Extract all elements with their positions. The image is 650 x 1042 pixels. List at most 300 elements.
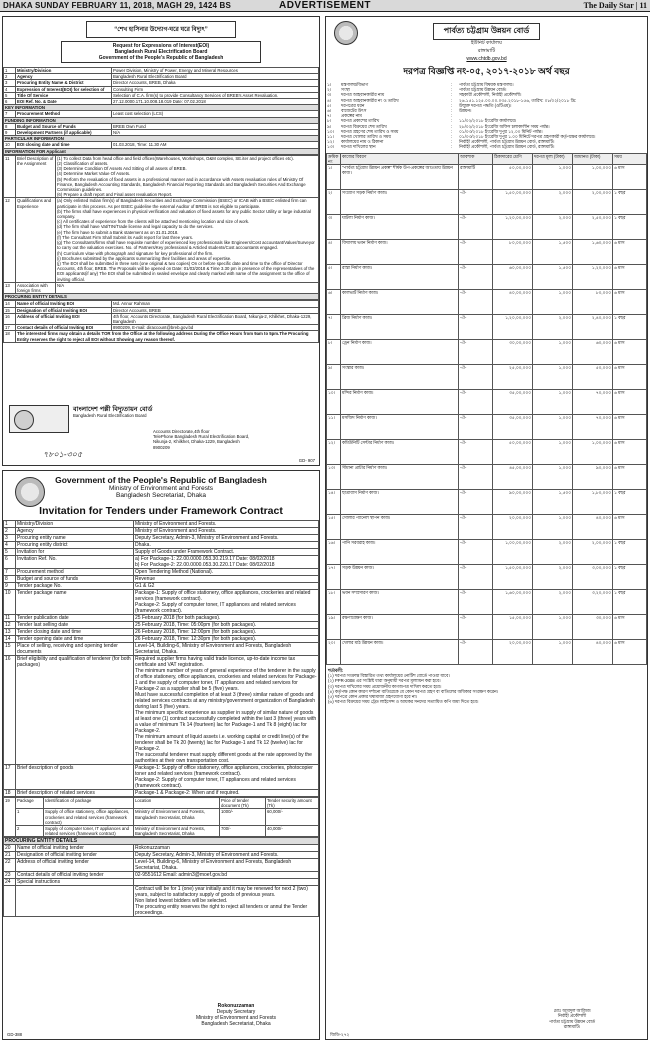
row-label: Designation of official inviting tender: [16, 852, 134, 859]
work-desc: খেলার মাঠ উন্নয়ন কাজ।: [341, 640, 459, 665]
section-title: ADVERTISEMENT: [278, 0, 372, 11]
row-no: 23: [4, 872, 16, 879]
row-label: Address of official inviting tender: [16, 859, 134, 872]
section-label: PARTICULAR INFORMATION: [4, 136, 319, 142]
work-district: -ঐ-: [459, 290, 493, 315]
work-sl: ১৩।: [327, 465, 341, 490]
work-fee: ১,০০০: [533, 290, 573, 315]
work-security: ৪০,০০০: [573, 640, 613, 665]
row-label: Contact details of official Inviting EOI: [16, 325, 112, 331]
row-value: Deputy Secretary, Admin-3, Ministry of Environment and Forests.: [134, 535, 319, 542]
row-value: N/A: [56, 282, 319, 293]
bn-signature: [517, 1008, 627, 1029]
row-label: Budget and Source of Funds: [16, 123, 112, 129]
row-no: 1: [4, 521, 16, 528]
work-cost: ১,৬০,০০,০০০: [493, 590, 533, 615]
row-label: Tender last selling date: [16, 622, 134, 629]
row-no: 15: [4, 643, 16, 656]
row-colon: :: [451, 118, 453, 124]
row-value: Deputy Secretary, Admin-3, Ministry of Environment and Forests.: [134, 852, 319, 859]
work-desc: সোলার প্যানেল স্থাপন কাজ।: [341, 515, 459, 540]
bn-work-row: [327, 240, 647, 265]
org-name-en: Bangladesh Rural Electrification Board: [73, 413, 147, 418]
row-no: ৯।: [327, 123, 332, 129]
work-fee: ২,০০০: [533, 590, 573, 615]
tender-row: [4, 521, 319, 528]
work-district: -ঐ-: [459, 415, 493, 440]
row-no: 8: [4, 123, 16, 129]
tender-row: [4, 576, 319, 583]
work-sl: ১৪।: [327, 490, 341, 515]
work-fee: ১,৫০০: [533, 240, 573, 265]
work-district: -ঐ-: [459, 390, 493, 415]
row-no: 7: [4, 569, 16, 576]
work-security: ১,০০,০০০: [573, 165, 613, 190]
row-no: ৬।: [327, 108, 332, 114]
work-security: ৩,২০,০০০: [573, 590, 613, 615]
reoi-brief-item: (2) Classification of assets.: [57, 161, 109, 167]
row-value: Md. Annur Rahman: [112, 301, 319, 307]
work-sl: ২।: [327, 190, 341, 215]
work-time: ১ বছর: [613, 540, 647, 565]
row-value: Bangladesh Rural Electrification Board: [112, 74, 319, 80]
work-sl: ২০।: [327, 640, 341, 665]
work-time: ৬ মাস: [613, 465, 647, 490]
row-label: Brief description of goods: [16, 765, 134, 790]
row-label: দরপত্র আহবানকারীর নাম: [341, 92, 384, 98]
work-sl: ৬।: [327, 290, 341, 315]
work-district: রাঙ্গামাটি: [459, 165, 493, 190]
work-fee: ১,০০০: [533, 640, 573, 665]
row-no: 17: [4, 765, 16, 790]
work-sl: ১৫।: [327, 515, 341, 540]
bn-col-header: ঠিকাদারের শ্রেণি: [493, 153, 533, 164]
work-desc: রক্ষণাবেক্ষণ কাজ।: [341, 615, 459, 640]
row-label: Designation of official Inviting EOI: [16, 307, 112, 313]
secretariat-name: Bangladesh Secretariat, Dhaka: [116, 492, 206, 499]
tender-row: [4, 528, 319, 535]
row-value: 26 February 2018, Time: 12:30pm (for both packages).: [134, 636, 319, 643]
work-security: ১,৮০,০০০: [573, 490, 613, 515]
row-no: 2: [4, 74, 16, 80]
work-sl: ১।: [327, 165, 341, 190]
row-label: Name of official Inviting EOI: [16, 301, 112, 307]
work-time: ১ বছর: [613, 215, 647, 240]
row-value: Ministry of Environment and Forests.: [134, 521, 319, 528]
bn-work-row: [327, 190, 647, 215]
row-label: Invitation for: [16, 549, 134, 556]
row-label: Invitation Ref. No.: [16, 556, 134, 569]
work-time: ১ বছর: [613, 590, 647, 615]
reoi-qual-item: (j) The EOI shall be submitted in three sets (one original & two copies) On or before specific date and time to the office of Director Accounts, 4th floor, BREB. The Proposals will be opened on Date: 01/03/2018 & Time 3.30 pm in presence of the representatives of the EOI applicants(if any) The EOI shall be submitted in sealed envelope and clearly marked with name of the assignment to the office of inviting official.: [57, 260, 315, 282]
reoi-footer-org: [73, 407, 213, 418]
work-fee: ১,০০০: [533, 165, 573, 190]
row-label: সংস্থা: [341, 87, 350, 93]
work-fee: ১,০০০: [533, 340, 573, 365]
row-colon: :: [451, 144, 453, 150]
work-time: ১ বছর: [613, 190, 647, 215]
row-value: Package-1: Supply of office stationery, office appliances, crockeries and related services (framework contract). Package-2: Supply of computer toner, IT appliances and related services (framework contract).: [134, 590, 319, 615]
work-fee: ১,০০০: [533, 415, 573, 440]
work-fee: ১,০০০: [533, 615, 573, 640]
reoi-official-row: [4, 331, 319, 342]
work-time: ৬ মাস: [613, 240, 647, 265]
row-value: Revenue: [134, 576, 319, 583]
work-district: -ঐ-: [459, 540, 493, 565]
row-no: 10: [4, 590, 16, 615]
row-label: Tender package name: [16, 590, 134, 615]
reoi-advertisement: [2, 16, 320, 466]
address-line: Accounts Directorate,4th floor: [153, 429, 210, 434]
reoi-official-row: [4, 313, 319, 324]
row-value: 26 February 2018, Time: 12:00pm (for both packages).: [134, 629, 319, 636]
row-label: Tender opening date and time: [16, 636, 134, 643]
reoi-detail-table: [3, 155, 319, 300]
work-cost: ১,২০,০০,০০০: [493, 215, 533, 240]
row-label: Procuring Entity Name & District: [16, 80, 112, 86]
bn-work-row: [327, 590, 647, 615]
eligibility-item: The minimum amount of liquid assets i.e. working capital or credit line(s) of the tenderer shall be Tk 20 (twenty) lac for Package-1 and Tk 12 (twelve) lac for Package-2.: [135, 734, 309, 752]
reoi-qual-item: (a) Only enlisted Indian firm(s) of Bangladesh Securities and Exchange Commission (BSEC) or ICAB with a BSEC enlisted firm can participate in this process. As per BSEC guideline the external Auditor of BREB is not eligible to participate.: [57, 198, 307, 209]
row-no: ২।: [327, 87, 332, 93]
bn-col-header: ক্রমিক নং: [327, 153, 341, 164]
pkg-location: Ministry of Environment and Forests, Bangladesh Secretariat, Dhaka: [134, 809, 220, 826]
package-row: [4, 826, 319, 837]
row-label: Ministry/Division: [16, 521, 134, 528]
row-label: Agency: [16, 528, 134, 535]
tender-heading: [3, 475, 319, 517]
reoi-qual-item: (f) The Consultant Firm Shall Submit its Audit report for last three years.: [57, 234, 194, 240]
row-label: দরপত্র দাখিলের স্থান: [341, 144, 376, 150]
work-cost: ১,৫০,০০,০০০: [493, 190, 533, 215]
row-colon: :: [451, 97, 453, 103]
row-label: Association with foreign firms: [16, 282, 56, 293]
work-security: ২,০০,০০০: [573, 190, 613, 215]
row-label: দরপত্র খোলার তারিখ ও সময়: [341, 134, 391, 140]
work-sl: ৩।: [327, 215, 341, 240]
row-no: 15: [4, 307, 16, 313]
row-no: 11: [4, 615, 16, 622]
work-desc: ছাত্রাবাস নির্মাণ কাজ।: [341, 490, 459, 515]
tender-official-row: [4, 879, 319, 886]
work-cost: ৫০,০০,০০০: [493, 165, 533, 190]
address-line: 8900209: [153, 444, 170, 450]
reoi-title-line: Government of the People's Republic of Bangladesh: [98, 55, 224, 61]
row-value: 02-9551612 Email: admin3@moef.gov.bd: [134, 872, 319, 879]
work-fee: ২,০০০: [533, 565, 573, 590]
row-label: দরপত্র বিক্রয়ের শেষ তারিখ: [341, 123, 387, 129]
work-cost: ১৫,০০,০০০: [493, 615, 533, 640]
work-district: -ঐ-: [459, 340, 493, 365]
row-no: 16: [4, 313, 16, 324]
row-label: Name of official inviting tender: [16, 845, 134, 852]
bn-work-row: [327, 265, 647, 290]
signer-name: Rokonuzzaman: [217, 1003, 255, 1009]
work-security: ৪০,০০০: [573, 515, 613, 540]
tender-table: [3, 520, 319, 797]
work-time: ৬ মাস: [613, 165, 647, 190]
work-sl: ১৬।: [327, 540, 341, 565]
bn-heading: [326, 20, 647, 79]
row-value: Open Tendering Method (National).: [134, 569, 319, 576]
work-security: ৯০,০০০: [573, 465, 613, 490]
chtdb-logo-icon: [334, 21, 358, 45]
work-fee: ১,০০০: [533, 365, 573, 390]
work-security: ৮০,০০০: [573, 290, 613, 315]
row-label: কার্যালয়ের নাম ও ঠিকানা: [341, 139, 384, 145]
page-header: [0, 0, 650, 12]
pkg-header: Tender security amount (Tk): [266, 798, 319, 809]
bn-col-header: আবশ্যক: [459, 153, 493, 164]
section-label: INFORMATION FOR Applicant: [4, 148, 319, 154]
bn-note: (৫) দরপত্রে কোন প্রকার ঘষামাজা গ্রহণযোগ্য হবে না।: [328, 694, 418, 700]
tender-signature: [161, 1003, 311, 1027]
special-item: The procuring entity reserves the right to reject all tenders or annul the Tender proceedings.: [135, 904, 308, 917]
reoi-title-line: Request for Expressions of Interest(EOI): [112, 43, 210, 49]
tender-official-row: [4, 845, 319, 852]
work-time: ৬ মাস: [613, 340, 647, 365]
row-no: 16: [4, 656, 16, 765]
row-value: উন্মুক্ত দরপত্র পদ্ধতি (ওটিএম)।: [459, 102, 512, 108]
row-label: Procurement method: [16, 569, 134, 576]
tender-official-row: [4, 859, 319, 872]
work-time: ৬ মাস: [613, 615, 647, 640]
row-value: ২৮/০২/২০১৮ ইংরেজি অফিস চলাকালীন সময় পর্যন্ত।: [459, 123, 550, 129]
reoi-assoc-row: [4, 282, 319, 293]
pkg-security: 40,000/-: [266, 826, 319, 837]
row-value: ০১/০৩/২০১৮ ইংরেজি দুপুর ১.০০ মিনিটে দরপত্র গ্রহণকারী কর্তৃপক্ষের কার্যালয়ে।: [459, 134, 596, 140]
work-security: ৫০,০০০: [573, 365, 613, 390]
reoi-gd: GD- 907: [298, 457, 315, 463]
address-line: TelePhone Bangladesh Rural Electrification Board,: [153, 434, 250, 440]
eligibility-item: The minimum number of years of general experience of the tenderer in the supply of office stationery, office appliances, crockeries and related services for Package-1 and the supply of computer toner, IT appliances and related services for Package-2 as a supplier shall be 5 (five) years.: [135, 668, 317, 692]
row-no: 24: [4, 879, 16, 886]
work-security: ৩০,০০০: [573, 615, 613, 640]
signer-address: Bangladesh Secretariat, Dhaka: [201, 1021, 271, 1027]
row-no: 1: [4, 68, 16, 74]
bn-col-header: দরপত্র মূল্য (টাকা): [533, 153, 573, 164]
work-cost: ১,০০,০০,০০০: [493, 540, 533, 565]
work-sl: ৪।: [327, 240, 341, 265]
govt-emblem-icon: [15, 477, 45, 507]
tender-title: Invitation for Tenders under Framework Contract: [39, 505, 283, 517]
row-label: মন্ত্রণালয়/বিভাগ: [341, 82, 369, 87]
work-district: -ঐ-: [459, 190, 493, 215]
row-colon: :: [451, 87, 453, 93]
address-line: Nikunja-2, Khilkhet, Dhaka-1229, Bangladesh: [153, 439, 240, 445]
tender-row: [4, 629, 319, 636]
row-no: 21: [4, 852, 16, 859]
dateline: DHAKA SUNDAY FEBRUARY 11, 2018, MAGH 29, 1424 BS: [3, 1, 232, 10]
row-label: দরপত্র গ্রহণের শেষ তারিখ ও সময়: [341, 128, 399, 134]
reoi-qual-item: (h) Curriculum vitae with photograph and signature for key professional of the firm.: [57, 250, 214, 256]
row-no: 6: [4, 99, 16, 105]
pkg-security: 60,000/-: [266, 809, 319, 826]
row-label: বাজেটের উৎস: [341, 108, 367, 114]
package-header-row: [4, 798, 319, 809]
work-district: -ঐ-: [459, 640, 493, 665]
row-no: 20: [4, 845, 16, 852]
row-label: Brief description of related services: [16, 790, 134, 797]
work-desc: "পার্বত্য চট্টগ্রাম উন্নয়ন প্রকল্প" শীর্ষক উপ-প্রকল্পের আওতায় উন্নয়ন কাজ।: [341, 165, 459, 190]
row-colon: :: [451, 134, 453, 140]
row-value: Rokonuzzaman: [134, 845, 319, 852]
bn-website-link[interactable]: www.chtdb.gov.bd: [466, 56, 507, 62]
row-value: Ministry of Environment and Forests.: [134, 528, 319, 535]
reoi-slogan: “শেখ হাসিনার উদ্যোগ-ঘরে ঘরে বিদ্যুৎ”: [86, 21, 236, 38]
row-no: 12: [4, 622, 16, 629]
bn-col-header: কাজের বিবরণ: [341, 153, 459, 164]
row-value: ০১/০৩/২০১৮ ইংরেজি দুপুর ১২.০০ মিনিট পর্যন্ত।: [459, 128, 543, 134]
work-fee: ২,০০০: [533, 215, 573, 240]
bn-work-row: [327, 390, 647, 415]
row-value: The interested firms may obtain a details TOR from the Office at the following address During the Office Hours from 9am to 5pm.The Procuring Entity reserves the right to reject all EOI without Showing any reason thereof.: [16, 331, 319, 342]
section-label: KEY INFORMATION: [4, 105, 319, 111]
row-label: Budget and source of funds: [16, 576, 134, 583]
row-label: দরপত্র আহবানকারীর নং ও তারিখ: [341, 97, 399, 103]
work-time: ৬ মাস: [613, 390, 647, 415]
row-value: 01.03.2018, Time: 11.30 AM: [112, 142, 319, 148]
work-cost: ৩৫,০০,০০০: [493, 415, 533, 440]
row-colon: :: [451, 139, 453, 145]
tender-row: [4, 542, 319, 549]
work-fee: ১,০০০: [533, 390, 573, 415]
work-security: ২,০০,০০০: [573, 540, 613, 565]
reoi-qual-row: 12 Qualifications and Experience (a) Only enlisted Indian firm(s) of Bangladesh Securities and Exchange Commission (BSEC) or ICAB with a BSEC enlisted firm can participate in this process. As per BSEC guideline the external Auditor of BREB is not eligible to participate. (b) The firms shall have experiences in physical verification and valuation of fixed assets for any public Sector Utility or large industrial company. (c) All certificates of experience from the clients will be attached mentioning location and size of work. (d) The firm shall have Vat/TIN/Trade license and legal capacity to do the services. (e) The firm have to submit a Bank statement as on 31.01.2018. (f) The Consultant Firm Shall Submit its Audit report for last three years. (g) The Consultants/firms shall have requisite number of experienced key professionals like Engineers/Cost accountant/Valuer/Surveyor to carry out the valuation exercises. No. of Partners/Key professional & Articled students/Cost accountants engaged. (h) Curriculum vitae with photograph and signature for key professional of the firm. (i) Brochures submitted by the applicants summarizing their facilities and areas of expertise. (j) The EOI shall be submitted in three sets (one original & two copies) On or before specific date and time to the office of Director Accounts, 4th floor, BREB. The Proposals will be opened on Date: 01/03/2018 & Time 3.30 pm in presence of the representatives of the EOI applicants(if any) The EOI shall be submitted in sealed envelope and clearly marked with name of the assignment to the office of inviting official.: [4, 198, 319, 282]
bn-signer-designation: নির্বাহী প্রকৌশলী: [557, 1013, 587, 1019]
row-no: 4: [4, 86, 16, 92]
row-value: Dhaka.: [134, 542, 319, 549]
work-security: ৭০,০০০: [573, 415, 613, 440]
bn-org-name: পার্বত্য চট্টগ্রাম উন্নয়ন বোর্ড: [433, 23, 541, 40]
row-value: N/A: [112, 130, 319, 136]
tender-advertisement: [2, 470, 320, 1040]
work-cost: ২০,০০,০০০: [493, 640, 533, 665]
tender-row: [4, 583, 319, 590]
page-number: 11: [639, 1, 647, 10]
reoi-brief-label: Brief Description of the Assignment: [16, 155, 56, 198]
work-time: ৬ মাস: [613, 640, 647, 665]
work-desc: সংযোগ সড়ক নির্মাণ কাজ।: [341, 190, 459, 215]
row-value: 4th floor, Accounts Directorate, Bangladesh Rural Electrification Board, Nikunja-2, Khilkhet, Dhaka-1229, Bangladesh: [112, 313, 319, 324]
row-no: 10: [4, 142, 16, 148]
row-label: Expression of Interest(EOI) for selection of: [16, 86, 112, 92]
tender-officials-table: [3, 837, 319, 917]
row-no: ১৩।: [327, 144, 335, 150]
pkg-header: Identification of package: [44, 798, 134, 809]
row-no: 13: [4, 282, 16, 293]
special-item: Contract will be for 1 (one) year initially and it may be renewed for next 2 (two) years, subject to satisfactory supply of goods of previous years.: [135, 886, 308, 899]
pkg-location: Ministry of Environment and Forests, Bangladesh Secretariat, Dhaka: [134, 826, 220, 837]
work-desc: সংস্কার কাজ।: [341, 365, 459, 390]
pkg-no: 1: [16, 809, 44, 826]
work-desc: ড্রেন নির্মাণ কাজ।: [341, 340, 459, 365]
row-label: প্রকল্পের নাম: [341, 113, 362, 119]
row-no: 13: [4, 629, 16, 636]
row-value: নির্বাহী প্রকৌশলী, পার্বত্য চট্টগ্রাম উন্নয়ন বোর্ড, রাঙ্গামাটি।: [459, 139, 555, 145]
bn-work-row: [327, 490, 647, 515]
reoi-qual-item: (d) The firm shall have Vat/TIN/Trade license and legal capacity to do the services.: [57, 224, 214, 230]
reoi-title-box: [61, 41, 261, 63]
reoi-section-row: [4, 294, 319, 300]
work-security: ২,৪০,০০০: [573, 315, 613, 340]
row-value: 8900209, E-mail: diraccount@breb.gov.bd: [112, 325, 319, 331]
pkg-ident: Supply of computer toner, IT appliances and related services (framework contract): [44, 826, 134, 837]
special-item: Non listed lowest bidders will be selected.: [135, 898, 228, 905]
row-no: 3: [4, 535, 16, 542]
row-label: Development Partners (if applicable): [16, 130, 112, 136]
row-no: ৭।: [327, 113, 332, 119]
tender-row: [4, 556, 319, 569]
bn-note: (১) দরপত্র সংক্রান্ত বিস্তারিত তথ্য কার্যালয়ের নোটিশ বোর্ডে পাওয়া যাবে।: [328, 673, 450, 679]
row-label: দরপত্র প্রকাশের তারিখ: [341, 118, 380, 124]
work-district: -ঐ-: [459, 365, 493, 390]
package-row: [4, 809, 319, 826]
row-no: 17: [4, 325, 16, 331]
work-desc: ঘাটলা নির্মাণ কাজ।: [341, 215, 459, 240]
row-no: ৮।: [327, 118, 332, 124]
work-sl: ১৯।: [327, 615, 341, 640]
work-district: -ঐ-: [459, 315, 493, 340]
bn-works-table: [326, 153, 647, 665]
reoi-officials-table: [3, 300, 319, 342]
tender-row: [4, 549, 319, 556]
work-sl: ১১।: [327, 415, 341, 440]
work-time: ১ বছর: [613, 565, 647, 590]
row-value: Consulting Firm: [112, 86, 319, 92]
bn-notes: [328, 668, 645, 704]
work-desc: পানি সরবরাহ কাজ।: [341, 540, 459, 565]
bn-work-row: [327, 515, 647, 540]
paper-masthead: The Daily Star | 11: [583, 1, 647, 10]
work-district: -ঐ-: [459, 440, 493, 465]
row-no: ৪।: [327, 97, 332, 103]
work-desc: সড়ক উন্নয়ন কাজ।: [341, 565, 459, 590]
row-value: 27.12.0000.171.10.008.18.019 Date: 07.02.2018: [112, 99, 319, 105]
work-desc: মন্দির নির্মাণ কাজ।: [341, 390, 459, 415]
tender-goods-row: [4, 765, 319, 790]
special-instructions-row: [4, 886, 319, 917]
work-desc: মসজিদ নির্মাণ কাজ।: [341, 415, 459, 440]
tender-gd: GD-388: [7, 1031, 23, 1037]
row-value: Level-14, Building-6, Ministry of Environment and Forests, Bangladesh Secretariat, Dhaka.: [134, 643, 319, 656]
row-no: ৫।: [327, 102, 332, 108]
row-no: 14: [4, 301, 16, 307]
work-sl: ৭।: [327, 315, 341, 340]
row-value: 25 February 2018, Time: 05:00pm (for both packages).: [134, 622, 319, 629]
pkg-header: Location: [134, 798, 220, 809]
row-label: Procuring entity district: [16, 542, 134, 549]
pkg-ident: Supply of office stationery, office appliances, crockeries and related services (framework contract): [44, 809, 134, 826]
row-no: 7: [4, 111, 16, 117]
row-no: 5: [4, 549, 16, 556]
work-time: ৬ মাস: [613, 440, 647, 465]
row-value: Director Accounts, BREB: [112, 307, 319, 313]
work-fee: ১,০০০: [533, 465, 573, 490]
section-label: PROCURING ENTITY DETAILS: [4, 838, 319, 845]
row-label: Tender package No.: [16, 583, 134, 590]
paper-name: The Daily Star: [583, 1, 634, 10]
tender-row: [4, 643, 319, 656]
tender-row: [4, 569, 319, 576]
bn-work-row: [327, 540, 647, 565]
row-label: Contact details of official inviting tender: [16, 872, 134, 879]
row-no: 9: [4, 130, 16, 136]
row-value: BREB Own Fund: [112, 123, 319, 129]
work-cost: ৫০,০০,০০০: [493, 440, 533, 465]
row-no: 5: [4, 92, 16, 98]
pkg-price: 1000/-: [220, 809, 266, 826]
